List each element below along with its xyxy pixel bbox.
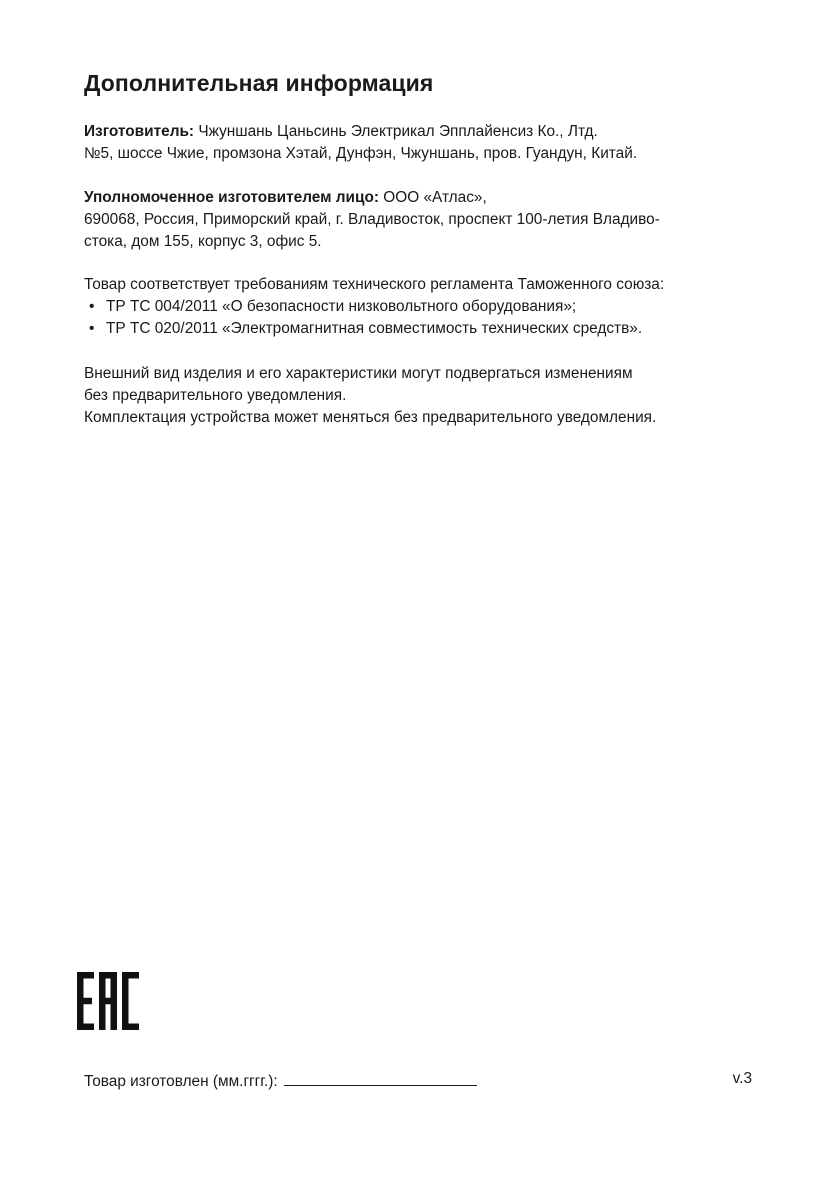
authorized-person-name: ООО «Атлас», xyxy=(383,189,487,206)
manufacture-date-blank xyxy=(284,1068,477,1086)
list-item xyxy=(84,296,664,318)
authorized-person-label: Уполномоченное изготовителем лицо: xyxy=(84,189,380,206)
authorized-person-address-line1: 690068, Россия, Приморский край, г. Владивосток, проспект 100-летия Владиво- xyxy=(84,211,660,228)
authorized-person-address-line2: стока, дом 155, корпус 3, офис 5. xyxy=(84,233,322,250)
authorized-person-line xyxy=(84,187,660,209)
eac-logo-icon xyxy=(77,972,139,1030)
manufacturer-address: №5, шоссе Чжие, промзона Хэтай, Дунфэн, Чжуншань, пров. Гуандун, Китай. xyxy=(84,145,638,162)
manufacture-date-label: Товар изготовлен (мм.гггг.): xyxy=(84,1073,278,1090)
disclaimer-line3: Комплектация устройства может меняться без предварительного уведомления. xyxy=(84,409,657,426)
bullet-icon: • xyxy=(89,298,95,315)
manufacturer-line xyxy=(84,121,637,143)
manufacturer-label: Изготовитель: xyxy=(84,123,195,140)
disclaimer-section xyxy=(84,363,656,429)
manufacturer-section xyxy=(84,121,637,165)
list-item xyxy=(84,318,664,340)
disclaimer-line1: Внешний вид изделия и его характеристики могут подвергаться изменениям xyxy=(84,365,633,382)
manufacture-date-field xyxy=(84,1068,477,1093)
regulation-text: ТР ТС 004/2011 «О безопасности низковольтного оборудования»; xyxy=(106,298,577,315)
compliance-section xyxy=(84,274,664,340)
compliance-intro: Товар соответствует требованиям технического регламента Таможенного союза: xyxy=(84,276,665,293)
regulation-text: ТР ТС 020/2011 «Электромагнитная совместимость технических средств». xyxy=(106,320,643,337)
authorized-person-section xyxy=(84,187,660,253)
regulations-list xyxy=(84,296,664,340)
page-title: Дополнительная информация xyxy=(84,70,434,96)
manufacturer-name: Чжуншань Цаньсинь Электрикал Эпплайенсиз Ко., Лтд. xyxy=(198,123,598,140)
version-label: v.3 xyxy=(732,1070,752,1087)
disclaimer-line2: без предварительного уведомления. xyxy=(84,387,347,404)
bullet-icon: • xyxy=(89,320,95,337)
